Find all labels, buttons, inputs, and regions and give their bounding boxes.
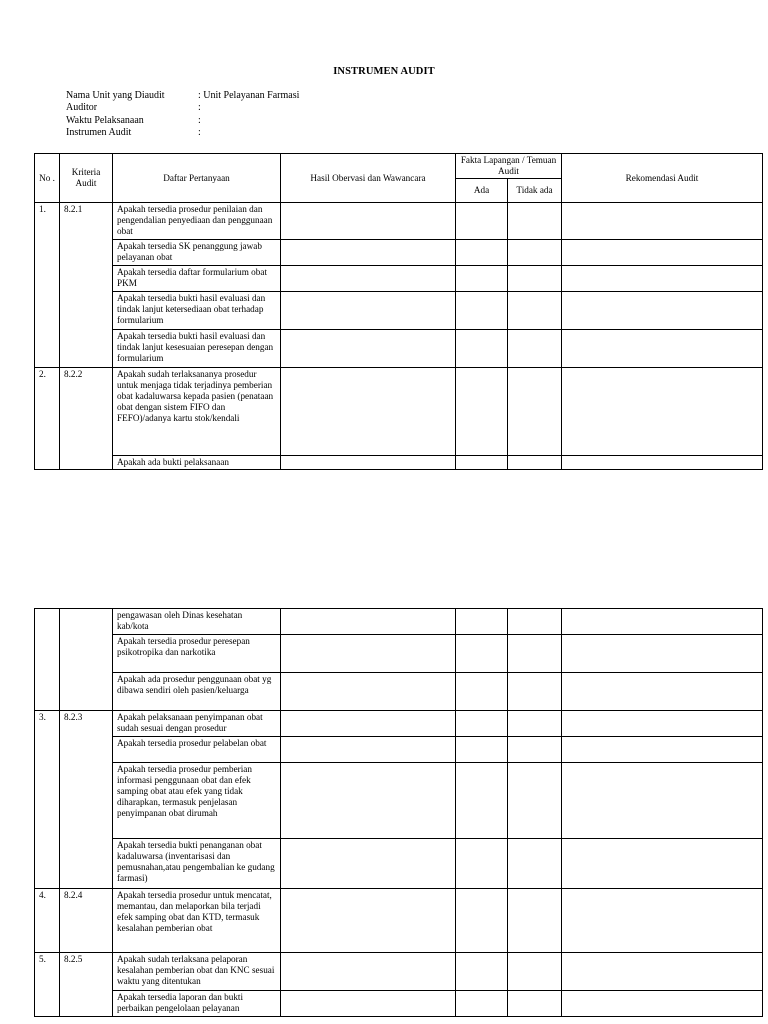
- info-label: Instrumen Audit: [66, 126, 132, 138]
- cell-no: 3.: [35, 711, 60, 889]
- document-title: INSTRUMEN AUDIT: [333, 66, 435, 77]
- cell-tidak-ada[interactable]: [508, 763, 562, 839]
- table-row: [35, 763, 763, 839]
- cell-no: [35, 609, 60, 711]
- cell-hasil[interactable]: [281, 991, 456, 1017]
- info-label: Waktu Pelaksanaan: [66, 114, 144, 126]
- cell-ada[interactable]: [456, 711, 508, 737]
- cell-hasil[interactable]: [281, 737, 456, 763]
- table-row: [35, 368, 763, 456]
- cell-rekomendasi[interactable]: [562, 203, 763, 240]
- table-row: [35, 330, 763, 368]
- cell-tidak-ada[interactable]: [508, 240, 562, 266]
- cell-tidak-ada[interactable]: [508, 368, 562, 456]
- cell-tidak-ada[interactable]: [508, 889, 562, 953]
- cell-pertanyaan: Apakah tersedia laporan dan bukti perbaikan pengelolaan pelayanan: [113, 991, 281, 1017]
- cell-no: 2.: [35, 368, 60, 470]
- cell-rekomendasi[interactable]: [562, 839, 763, 889]
- cell-ada[interactable]: [456, 292, 508, 330]
- cell-ada[interactable]: [456, 991, 508, 1017]
- cell-rekomendasi[interactable]: [562, 991, 763, 1017]
- cell-kriteria: [60, 609, 113, 711]
- cell-no: 4.: [35, 889, 60, 953]
- cell-ada[interactable]: [456, 763, 508, 839]
- table-row: [35, 673, 763, 711]
- cell-tidak-ada[interactable]: [508, 673, 562, 711]
- cell-ada[interactable]: [456, 839, 508, 889]
- cell-rekomendasi[interactable]: [562, 711, 763, 737]
- header-no: No .: [35, 154, 60, 203]
- cell-kriteria: 8.2.4: [60, 889, 113, 953]
- cell-hasil[interactable]: [281, 635, 456, 673]
- cell-hasil[interactable]: [281, 953, 456, 991]
- cell-rekomendasi[interactable]: [562, 889, 763, 953]
- cell-hasil[interactable]: [281, 763, 456, 839]
- cell-tidak-ada[interactable]: [508, 635, 562, 673]
- cell-rekomendasi[interactable]: [562, 737, 763, 763]
- cell-rekomendasi[interactable]: [562, 673, 763, 711]
- table-row: [35, 635, 763, 673]
- cell-tidak-ada[interactable]: [508, 991, 562, 1017]
- cell-tidak-ada[interactable]: [508, 609, 562, 635]
- cell-rekomendasi[interactable]: [562, 368, 763, 456]
- info-label: Nama Unit yang Diaudit: [66, 90, 165, 101]
- table-row: [35, 266, 763, 292]
- cell-ada[interactable]: [456, 953, 508, 991]
- header-hasil-observasi: Hasil Obervasi dan Wawancara: [281, 154, 456, 203]
- cell-hasil[interactable]: [281, 839, 456, 889]
- header-tidak-ada: Tidak ada: [508, 179, 562, 203]
- table-row: [35, 711, 763, 737]
- cell-rekomendasi[interactable]: [562, 953, 763, 991]
- cell-ada[interactable]: [456, 240, 508, 266]
- cell-kriteria: 8.2.3: [60, 711, 113, 889]
- cell-pertanyaan: Apakah tersedia daftar formularium obat PKM: [113, 266, 281, 292]
- info-label: Auditor: [66, 102, 98, 114]
- table-row: [35, 991, 763, 1017]
- cell-ada[interactable]: [456, 368, 508, 456]
- table-row: [35, 839, 763, 889]
- table-row: [35, 737, 763, 763]
- cell-tidak-ada[interactable]: [508, 203, 562, 240]
- cell-kriteria: 8.2.5: [60, 953, 113, 1017]
- header-kriteria: Kriteria Audit: [60, 154, 113, 203]
- table-row: [35, 292, 763, 330]
- info-row-instrumen: [66, 127, 299, 139]
- cell-ada[interactable]: [456, 203, 508, 240]
- cell-kriteria: 8.2.1: [60, 203, 113, 368]
- cell-pertanyaan: Apakah pelaksanaan penyimpanan obat sudah sesuai dengan prosedur: [113, 711, 281, 737]
- cell-pertanyaan: Apakah ada bukti pelaksanaan: [113, 456, 281, 470]
- cell-hasil[interactable]: [281, 240, 456, 266]
- cell-pertanyaan: Apakah tersedia SK penanggung jawab pelayanan obat: [113, 240, 281, 266]
- header-rekomendasi: Rekomendasi Audit: [562, 154, 763, 203]
- info-row-auditor: [66, 102, 299, 114]
- info-value: :: [198, 102, 201, 114]
- cell-ada[interactable]: [456, 673, 508, 711]
- cell-pertanyaan: Apakah sudah terlaksana pelaporan kesalahan pemberian obat dan KNC sesuai waktu yang ditentukan: [113, 953, 281, 991]
- header-ada: Ada: [456, 179, 508, 203]
- cell-pertanyaan: Apakah ada prosedur penggunaan obat yg dibawa sendiri oleh pasien/keluarga: [113, 673, 281, 711]
- table-row: [35, 953, 763, 991]
- cell-rekomendasi[interactable]: [562, 292, 763, 330]
- cell-ada[interactable]: [456, 330, 508, 368]
- table-row: [35, 240, 763, 266]
- cell-pertanyaan: Apakah tersedia bukti hasil evaluasi dan tindak lanjut kesesuaian peresepan dengan formularium: [113, 330, 281, 368]
- cell-tidak-ada[interactable]: [508, 737, 562, 763]
- cell-no: 1.: [35, 203, 60, 368]
- table-row: [35, 609, 763, 635]
- cell-hasil[interactable]: [281, 673, 456, 711]
- cell-hasil[interactable]: [281, 368, 456, 456]
- cell-hasil[interactable]: [281, 711, 456, 737]
- cell-pertanyaan: Apakah tersedia bukti hasil evaluasi dan tindak lanjut ketersediaan obat terhadap formularium: [113, 292, 281, 330]
- cell-ada[interactable]: [456, 635, 508, 673]
- cell-hasil[interactable]: [281, 609, 456, 635]
- audit-table-part-1: [34, 153, 763, 470]
- cell-hasil[interactable]: [281, 292, 456, 330]
- cell-tidak-ada[interactable]: [508, 292, 562, 330]
- cell-pertanyaan: Apakah tersedia prosedur pelabelan obat: [113, 737, 281, 763]
- cell-tidak-ada[interactable]: [508, 266, 562, 292]
- cell-pertanyaan: Apakah tersedia prosedur peresepan psikotropika dan narkotika: [113, 635, 281, 673]
- audit-table-part-2: [34, 608, 763, 1017]
- info-row-unit: [66, 90, 299, 102]
- cell-pertanyaan: Apakah tersedia prosedur untuk mencatat, memantau, dan melaporkan bila terjadi efek samping obat dan KTD, termasuk kesalahan pemberian obat: [113, 889, 281, 953]
- cell-ada[interactable]: [456, 609, 508, 635]
- table-row: [35, 889, 763, 953]
- cell-ada[interactable]: [456, 889, 508, 953]
- cell-hasil[interactable]: [281, 330, 456, 368]
- cell-tidak-ada[interactable]: [508, 839, 562, 889]
- cell-pertanyaan: Apakah sudah terlaksananya prosedur untuk menjaga tidak terjadinya pemberian obat kadaluwarsa kepada pasien (penataan obat dengan sistem FIFO dan FEFO)/adanya kartu stok/kendali: [113, 368, 281, 456]
- table-row: [35, 203, 763, 240]
- info-value: : Unit Pelayanan Farmasi: [198, 90, 300, 101]
- cell-rekomendasi[interactable]: [562, 763, 763, 839]
- cell-tidak-ada[interactable]: [508, 330, 562, 368]
- header-fakta-lapangan: Fakta Lapangan / Temuan Audit: [456, 154, 562, 179]
- cell-hasil[interactable]: [281, 203, 456, 240]
- cell-ada[interactable]: [456, 456, 508, 470]
- cell-rekomendasi[interactable]: [562, 330, 763, 368]
- info-row-waktu: [66, 115, 299, 127]
- cell-rekomendasi[interactable]: [562, 266, 763, 292]
- cell-pertanyaan: Apakah tersedia prosedur penilaian dan pengendalian penyediaan dan penggunaan obat: [113, 203, 281, 240]
- cell-kriteria: 8.2.2: [60, 368, 113, 470]
- cell-ada[interactable]: [456, 266, 508, 292]
- cell-tidak-ada[interactable]: [508, 711, 562, 737]
- cell-hasil[interactable]: [281, 456, 456, 470]
- cell-pertanyaan: Apakah tersedia bukti penanganan obat kadaluwarsa (inventarisasi dan pemusnahan,atau pengembalian ke gudang farmasi): [113, 839, 281, 889]
- cell-tidak-ada[interactable]: [508, 456, 562, 470]
- cell-tidak-ada[interactable]: [508, 953, 562, 991]
- info-value: :: [198, 114, 201, 126]
- cell-rekomendasi[interactable]: [562, 456, 763, 470]
- info-value: :: [198, 126, 201, 138]
- cell-no: 5.: [35, 953, 60, 1017]
- cell-rekomendasi[interactable]: [562, 609, 763, 635]
- header-daftar-pertanyaan: Daftar Pertanyaan: [113, 154, 281, 203]
- cell-ada[interactable]: [456, 737, 508, 763]
- cell-hasil[interactable]: [281, 266, 456, 292]
- table-row: [35, 456, 763, 470]
- cell-rekomendasi[interactable]: [562, 635, 763, 673]
- cell-hasil[interactable]: [281, 889, 456, 953]
- cell-rekomendasi[interactable]: [562, 240, 763, 266]
- cell-pertanyaan: Apakah tersedia prosedur pemberian informasi penggunaan obat dan efek samping obat atau efek yang tidak diharapkan, termasuk penjelasan penyimpanan obat dirumah: [113, 763, 281, 839]
- cell-pertanyaan: pengawasan oleh Dinas kesehatan kab/kota: [113, 609, 281, 635]
- audit-info-block: [66, 90, 299, 139]
